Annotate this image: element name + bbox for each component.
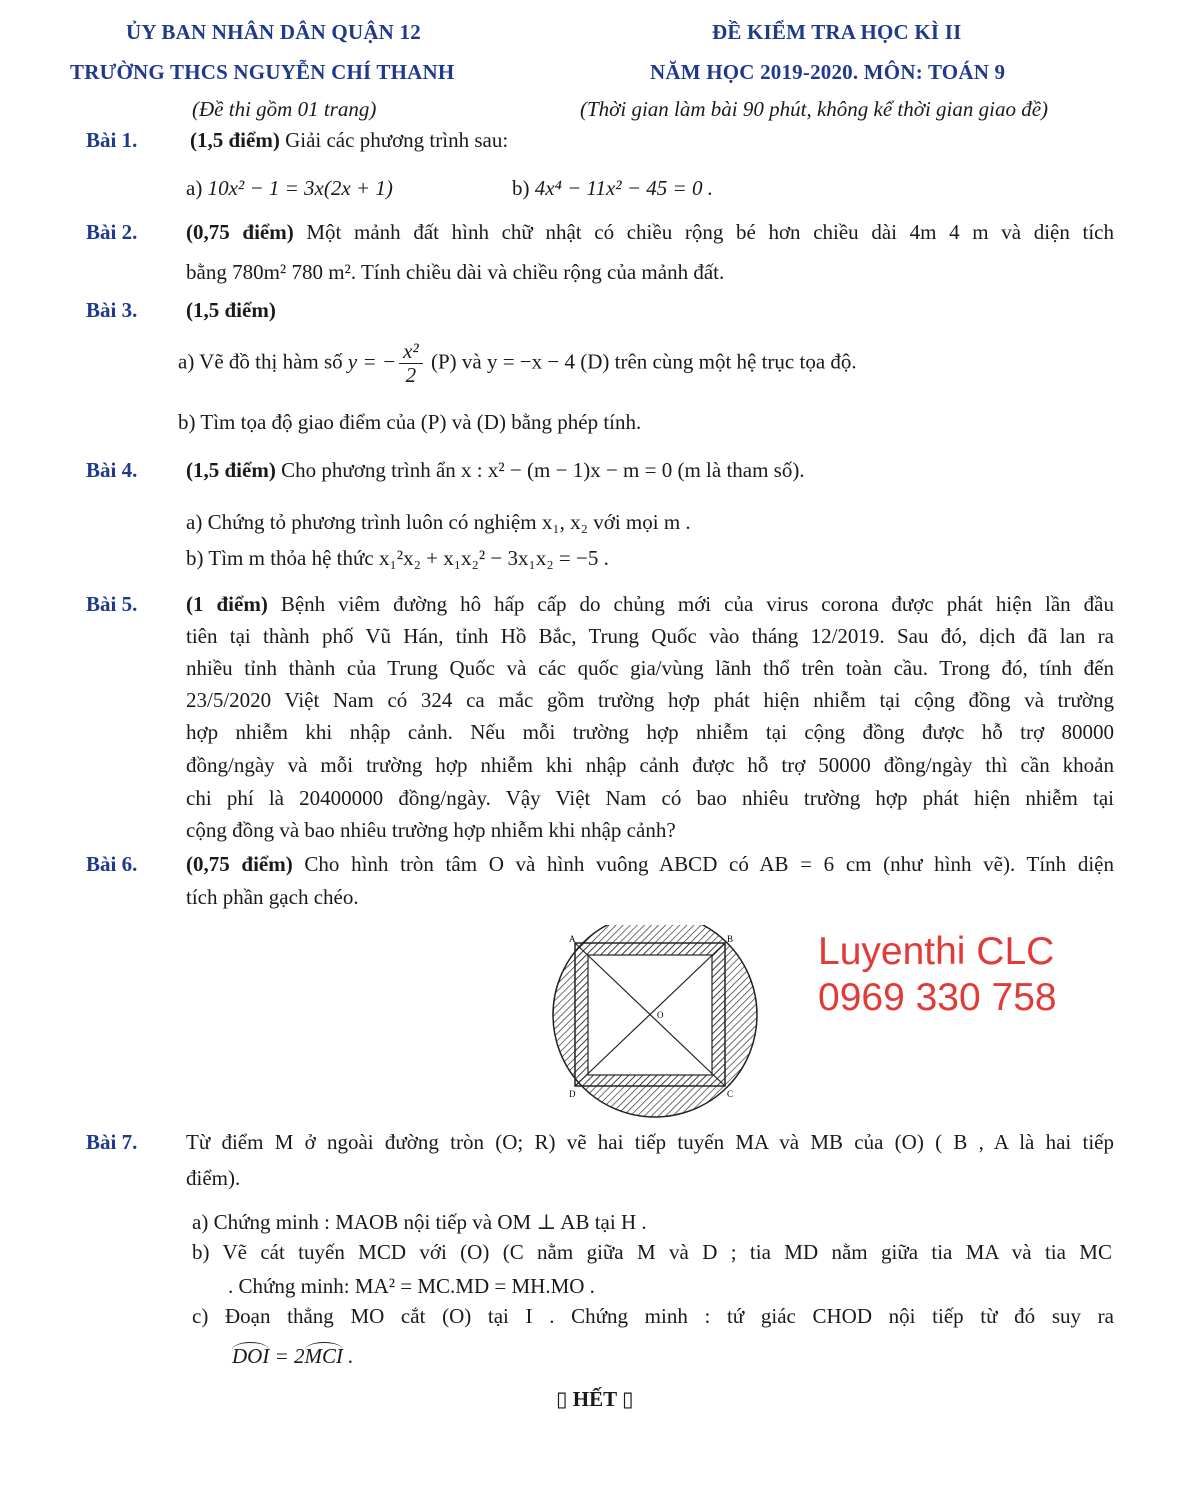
bai3-label: Bài 3. (86, 298, 138, 322)
bai7-line2: điểm). (186, 1166, 241, 1190)
figure-label-c: C (727, 1089, 734, 1099)
bai5-label: Bài 5. (86, 592, 138, 616)
bai3-fraction-num: x² (399, 340, 423, 364)
bai7-c2-arc-right: MCI (304, 1344, 343, 1368)
bai4-text: Cho phương trình ẩn x : x² − (m − 1)x − m = 0 (m là tham số). (281, 458, 805, 482)
figure-label-o: O (657, 1010, 664, 1020)
bai7-c2-arc-left: DOI (232, 1344, 270, 1368)
bai2-label: Bài 2. (86, 220, 138, 244)
bai5-text-0: Bệnh viêm đường hô hấp cấp do chủng mới của virus corona được phát hiện lần đầu (280, 592, 1114, 616)
bai3-a-post: (P) và y = −x − 4 (D) trên cùng một hệ trục tọa độ. (430, 349, 857, 374)
bai3-points: (1,5 điểm) (186, 298, 276, 322)
bai5-line-1: tiên tại thành phố Vũ Hán, tỉnh Hồ Bắc, Trung Quốc vào tháng 12/2019. Sau đó, dịch đã lan ra (186, 624, 1114, 648)
bai7-c2-end: . (343, 1344, 354, 1368)
header-note-right: (Thời gian làm bài 90 phút, không kể thời gian giao đề) (580, 97, 1049, 121)
bai5-line-7: cộng đồng và bao nhiêu trường hợp nhiễm khi nhập cảnh? (186, 818, 676, 842)
bai6-points: (0,75 điểm) (186, 852, 293, 876)
bai2-points: (0,75 điểm) (186, 220, 294, 244)
bai5-line-3: 23/5/2020 Việt Nam có 324 ca mắc gồm trường hợp phát hiện nhiễm tại cộng đồng và trường (186, 688, 1114, 712)
bai5-line-2: nhiều tỉnh thành của Trung Quốc và các quốc gia/vùng lãnh thổ trên toàn cầu. Trong đó, tính đến (186, 656, 1114, 680)
bai6-line2: tích phần gạch chéo. (186, 885, 359, 909)
bai1-b-label: b) (512, 176, 530, 200)
bai1-heading (190, 128, 508, 153)
bai1-a (186, 176, 393, 201)
bai7-b2: . Chứng minh: MA² = MC.MD = MH.MO . (228, 1274, 595, 1298)
bai1-b (512, 176, 713, 201)
bai5-line-5: đồng/ngày và mỗi trường hợp nhiễm khi nhập cảnh được hỗ trợ 50000 đồng/ngày thì cần khoản (186, 753, 1114, 777)
bai4-points: (1,5 điểm) (186, 458, 276, 482)
bai5-points: (1 điểm) (186, 592, 268, 616)
header-left-line1: ỦY BAN NHÂN DÂN QUẬN 12 (126, 20, 421, 44)
bai7-label: Bài 7. (86, 1130, 138, 1154)
bai7-line1: Từ điểm M ở ngoài đường tròn (O; R) vẽ hai tiếp tuyến MA và MB của (O) ( B , A là hai tiếp (186, 1130, 1114, 1154)
bai4-label: Bài 4. (86, 458, 138, 482)
header-left-line2: TRƯỜNG THCS NGUYỄN CHÍ THANH (70, 60, 455, 84)
bai2-text-line1: Một mảnh đất hình chữ nhật có chiều rộng bé hơn chiều dài 4m 4 m và diện tích (306, 220, 1114, 244)
header-note-left: (Đề thi gồm 01 trang) (192, 97, 377, 121)
watermark-line1: Luyenthi CLC (818, 930, 1055, 973)
header-right-line1: ĐỀ KIỂM TRA HỌC KÌ II (712, 20, 962, 44)
bai5-line-4: hợp nhiễm khi nhập cảnh. Nếu mỗi trường hợp nhiễm tại cộng đồng được hỗ trợ 80000 (186, 720, 1114, 744)
watermark-line2: 0969 330 758 (818, 976, 1057, 1019)
bai3-a-y: y = − (347, 349, 397, 374)
bai1-label: Bài 1. (86, 128, 138, 152)
bai6-text-line1: Cho hình tròn tâm O và hình vuông ABCD có AB = 6 cm (như hình vẽ). Tính diện (304, 852, 1114, 876)
bai7-c2-mid: = 2 (269, 1344, 305, 1368)
circle-square-figure (545, 925, 765, 1120)
bai3-a (178, 340, 857, 387)
bai1-b-equation: 4x⁴ − 11x² − 45 = 0 . (534, 176, 713, 200)
figure-label-d: D (569, 1089, 576, 1099)
bai2-line1 (186, 220, 1114, 245)
bai7-c1: c) Đoạn thẳng MO cắt (O) tại I . Chứng minh : tứ giác CHOD nội tiếp từ đó suy ra (192, 1304, 1114, 1328)
bai6-label: Bài 6. (86, 852, 138, 876)
bai4-b: b) Tìm m thỏa hệ thức x₁²x₂ + x₁x₂² − 3x₁x₂ = −5 . (186, 546, 609, 570)
bai7-b1: b) Vẽ cát tuyến MCD với (O) (C nằm giữa M và D ; tia MD nằm giữa tia MA và tia MC (192, 1240, 1112, 1264)
bai3-b: b) Tìm tọa độ giao điểm của (P) và (D) bằng phép tính. (178, 410, 642, 434)
bai4-heading (186, 458, 805, 483)
bai4-a: a) Chứng tỏ phương trình luôn có nghiệm x₁, x₂ với mọi m . (186, 510, 691, 534)
figure-label-b: B (727, 934, 734, 944)
bai1-a-label: a) (186, 176, 203, 200)
header-right-line2: NĂM HỌC 2019-2020. MÔN: TOÁN 9 (650, 60, 1006, 84)
footer-end: ▯ HẾT ▯ (556, 1387, 634, 1411)
bai3-fraction (399, 340, 423, 387)
figure-label-a: A (569, 934, 576, 944)
bai1-a-equation: 10x² − 1 = 3x(2x + 1) (207, 176, 393, 200)
bai3-a-pre: a) Vẽ đồ thị hàm số (178, 349, 343, 374)
bai5-line-6: chi phí là 20400000 đồng/ngày. Vậy Việt Nam có bao nhiêu trường hợp phát hiện nhiễm tại (186, 786, 1114, 810)
bai5-line-0 (186, 592, 1114, 617)
bai2-line2: bằng 780m² 780 m². Tính chiều dài và chiều rộng của mảnh đất. (186, 260, 725, 284)
bai1-points: (1,5 điểm) (190, 128, 280, 152)
bai1-text: Giải các phương trình sau: (285, 128, 509, 152)
bai7-c2 (232, 1342, 354, 1369)
bai7-a: a) Chứng minh : MAOB nội tiếp và OM ⊥ AB tại H . (192, 1210, 647, 1234)
bai6-line1 (186, 852, 1114, 877)
bai3-fraction-den: 2 (405, 363, 417, 388)
